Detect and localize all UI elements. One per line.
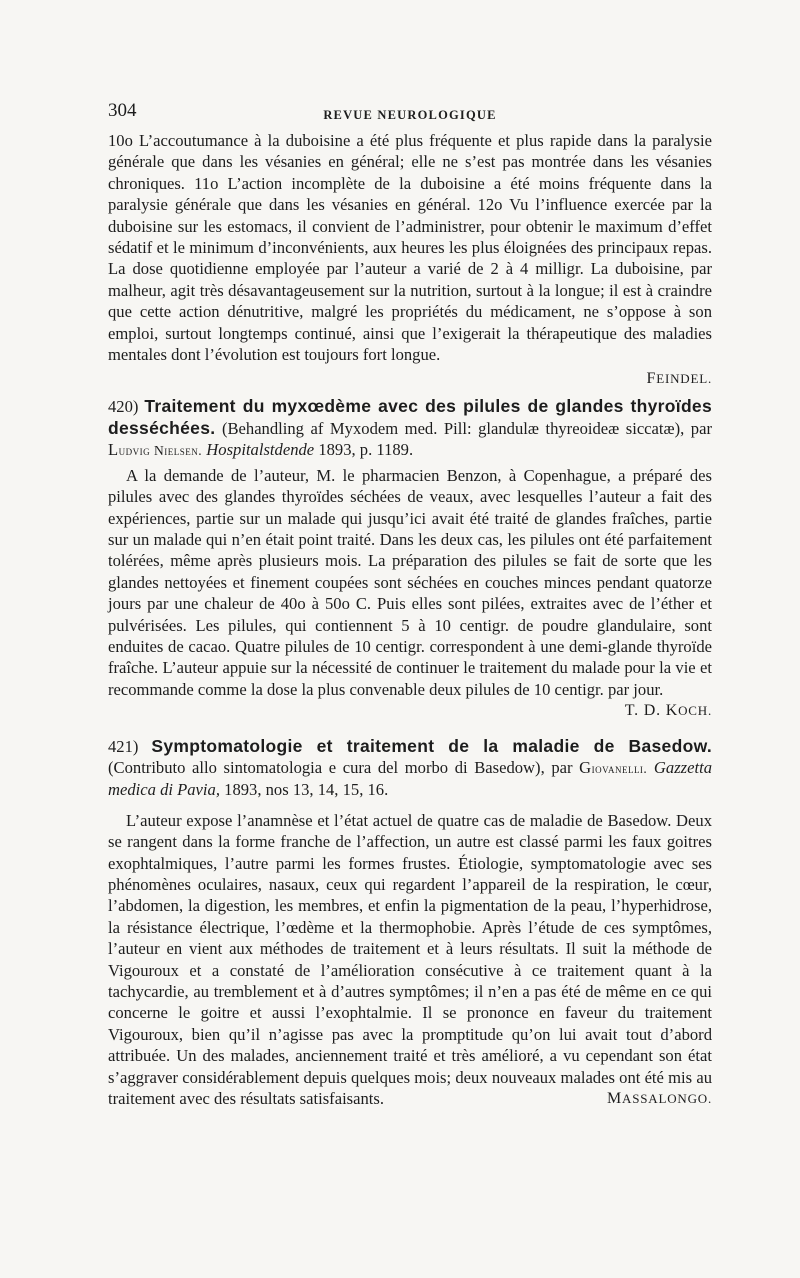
page-header bbox=[108, 98, 712, 130]
reference-details: 1893, p. 1189. bbox=[318, 440, 414, 460]
author-initial: G bbox=[579, 757, 592, 777]
article-prev-body: 10o L’accoutumance à la duboisine a été plus fréquente et plus rapide dans la paralysie générale que dans les vésanies en général; elle ne s’est pas montrée dans les vésanies chroniques. 11o L’action incomplète de la duboisine a été moins fréquente dans la paralysie générale que dans les vésanies en général. 12o Vu l’influence exercée par la duboisine sur les estomacs, il convient de l’administrer, pour obtenir le maximum d’effet sédatif et le minimum d’inconvénients, aux heures les plus éloignées des principaux repas. La dose quotidienne employée par l’auteur a varié de 2 à 4 milligr. La duboisine, par malheur, agit très désavantageusement sur la nutrition, surtout à la longue; il est à craindre que cette action dénutritive, malgré les propriétés du médicament, ne s’oppose à son emploi, surtout longtemps continué, ainsi que l’exigerait la thérapeutique des maladies mentales dont l’évolution est toujours fort longue. bbox=[108, 131, 712, 365]
article-title: Traitement du myxœdème avec des pilules de glandes thyroïdes desséchées. bbox=[108, 396, 713, 438]
journal-name: Hospitalstdende bbox=[206, 440, 315, 460]
signature-initial: M bbox=[606, 1090, 623, 1108]
article-title: Symptomatologie et traitement de la maladie de Basedow. bbox=[151, 735, 712, 756]
article-421-text: L’auteur expose l’anamnèse et l’état actuel de quatre cas de maladie de Basedow. Deux se rangent dans la forme franche de l’affection, un autre est classé parmi les faux goitres exophtalmiques, l’autre parmi les formes frustes. Étiologie, symptomatologie avec ses phénomènes oculaires, nasaux, ceux qui regardent l’appareil de la respiration, le cœur, l’abdomen, la digestion, les membres, et enfin la pigmentation de la peau, l’hyperhidrose, la résistance électrique, l’œdème et la thermophobie. Après l’étude de ces symptômes, l’auteur en vient aux méthodes de traitement et à leurs résultats. Il suit la méthode de Vigouroux et a constaté de l’amélioration consécutive à ce traitement quant à la tachycardie, au tremblement et à d’autres symptômes; il n’en a pas été de même en ce qui concerne le goitre et aussi l’exophtalmie. Il se prononce en faveur du traitement Vigouroux, bien qu’il n’agisse pas avec la promptitude qu’on lui avait tout d’abord attribuée. Un des malades, anciennement traité et très amélioré, a vu cependant son état s’aggraver considérablement depuis quelques mois; deux nouveaux malades ont été mis au traitement avec des résultats satisfaisants. bbox=[108, 810, 712, 1109]
author-name bbox=[579, 758, 647, 777]
signature-initial: F bbox=[646, 370, 657, 388]
document-page bbox=[108, 98, 712, 1109]
page-number: 304 bbox=[108, 100, 137, 121]
signature-rest: EINDEL. bbox=[656, 371, 712, 387]
author-rest: iovanelli. bbox=[591, 760, 648, 776]
running-head: REVUE NEUROLOGIQUE bbox=[323, 108, 497, 122]
article-number: 420) bbox=[108, 397, 139, 417]
signature-koch bbox=[607, 700, 712, 721]
author-rest: udvig Nielsen. bbox=[118, 443, 203, 459]
article-420-heading bbox=[108, 396, 712, 461]
signature-initial: T. D. K bbox=[624, 702, 679, 720]
article-420-body-block bbox=[108, 465, 712, 722]
author-name bbox=[108, 440, 202, 459]
journal-name: Gazzetta medica di Pavia, bbox=[108, 757, 712, 800]
article-420-text: A la demande de l’auteur, M. le pharmacien Benzon, à Copenhague, a préparé des pilules avec des glandes thyroïdes séchées de veaux, avec lesquelles l’auteur a fait des expériences, partie sur un malade qui jusqu’ici avait été traité de glandes fraîches, partie sur un malade qui n’en était point traité. Dans les deux cas, les pilules ont été parfaitement tolérées, même après plusieurs mois. La préparation des pilules se fait de sorte que les glandes nettoyées et finement coupées sont séchées en couches minces pendant quatorze jours par une chaleur de 40o à 50o C. Puis elles sont pilées, extraites avec de l’éther et pulvérisées. Les pilules, qui contiennent 5 à 10 centigr. de poudre glandulaire, sont enduites de cacao. Quatre pilules de 10 centigr. correspondent à une demi-glande thyroïde fraîche. L’auteur appuie sur la nécessité de continuer le traitement du malade pour la vie et recommande comme la dose la plus convenable deux pilules de 10 centigr. par jour. bbox=[108, 465, 712, 699]
article-421-body-block bbox=[108, 810, 712, 1110]
article-reference: (Behandling af Myxodem med. Pill: glandulæ thyreoideæ siccatæ), par bbox=[221, 418, 712, 438]
signature-feindel bbox=[108, 368, 712, 389]
article-420-body bbox=[108, 465, 712, 720]
article-421-body bbox=[108, 810, 712, 1110]
article-number: 421) bbox=[108, 736, 139, 756]
author-initial: L bbox=[108, 440, 119, 460]
signature-massalongo bbox=[589, 1088, 712, 1109]
signature-rest: OCH. bbox=[678, 703, 712, 719]
signature-rest: ASSALONGO. bbox=[622, 1091, 712, 1107]
reference-details: 1893, nos 13, 14, 15, 16. bbox=[224, 780, 389, 800]
article-reference: (Contributo allo sintomatologia e cura del morbo di Basedow), par bbox=[108, 757, 573, 777]
article-421-heading bbox=[108, 736, 712, 801]
